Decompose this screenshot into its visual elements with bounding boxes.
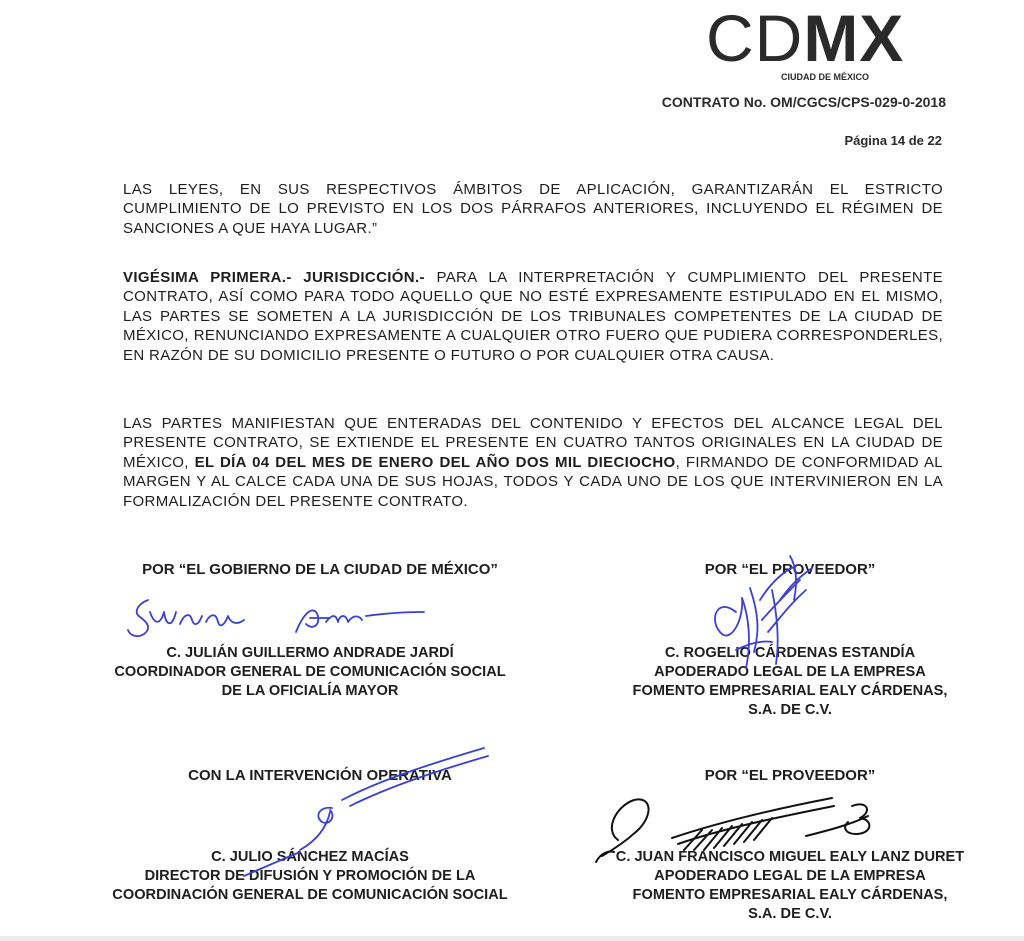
signature-block-operative: [40, 848, 580, 905]
signature-heading-provider-1: POR “EL PROVEEDOR”: [704, 561, 876, 578]
cdmx-logo: [706, 2, 942, 74]
signature-heading-provider-2: POR “EL PROVEEDOR”: [704, 767, 876, 784]
signing-text-b: , FIRMANDO DE CONFORMIDAD AL MARGEN Y AL CALCE CADA UNA DE SUS HOJAS, TODOS Y CADA UNO DE LOS QUE INTERVINIERON EN LA FORMALIZACIÓN DEL PRESENTE CONTRATO.: [123, 453, 943, 510]
logo-subtitle: CIUDAD DE MÉXICO: [780, 72, 869, 82]
signature-government-drawing: [128, 600, 424, 636]
signer-title: S.A. DE C.V.: [748, 702, 832, 718]
signature-block-government: [40, 644, 580, 701]
signer-title: S.A. DE C.V.: [748, 906, 832, 922]
paragraph-laws: LAS LEYES, EN SUS RESPECTIVOS ÁMBITOS DE APLICACIÓN, GARANTIZARÁN EL ESTRICTO CUMPLIMIENTO DE LO PREVISTO EN LOS DOS PÁRRAFOS ANTERIORES, INCLUYENDO EL RÉGIMEN DE SANCIONES A QUE HAYA LUGAR.”: [123, 181, 943, 237]
clause-heading: VIGÉSIMA PRIMERA.- JURISDICCIÓN.-: [123, 269, 425, 286]
signer-title: DE LA OFICIALÍA MAYOR: [221, 683, 399, 699]
signer-name: C. JUAN FRANCISCO MIGUEL EALY LANZ DURET: [615, 849, 965, 865]
signer-title: APODERADO LEGAL DE LA EMPRESA: [654, 868, 926, 884]
signer-title: COORDINADOR GENERAL DE COMUNICACIÓN SOCIAL: [114, 664, 506, 680]
clause-text: PARA LA INTERPRETACIÓN Y CUMPLIMIENTO DEL PRESENTE CONTRATO, ASÍ COMO PARA TODO AQUELLO QUE NO ESTÉ EXPRESAMENTE ESTIPULADO EN EL MISMO, LAS PARTES SE SOMETEN A LA JURISDICCIÓN DE LOS TRIBUNALES COMPETENTES DE LA CIUDAD DE MÉXICO, RENUNCIANDO EXPRESAMENTE A CUALQUIER OTRO FUERO QUE PUDIERA CORRESPONDERLES, EN RAZÓN DE SU DOMICILIO PRESENTE O FUTURO O POR CUALQUIER OTRA CAUSA.: [123, 269, 943, 364]
signer-title: FOMENTO EMPRESARIAL EALY CÁRDENAS,: [632, 887, 948, 903]
paragraph-jurisdiction: [123, 268, 943, 365]
signature-heading-operative: CON LA INTERVENCIÓN OPERATIVA: [188, 767, 452, 784]
signer-title: COORDINACIÓN GENERAL DE COMUNICACIÓN SOCIAL: [112, 887, 508, 903]
signing-date: EL DÍA 04 DEL MES DE ENERO DEL AÑO DOS MIL DIECIOCHO: [194, 453, 676, 471]
signer-title: APODERADO LEGAL DE LA EMPRESA: [654, 664, 926, 680]
signature-heading-government: POR “EL GOBIERNO DE LA CIUDAD DE MÉXICO”: [142, 561, 498, 578]
logo-mx: MX: [803, 1, 905, 75]
paragraph-signing: [123, 414, 943, 511]
signer-title: FOMENTO EMPRESARIAL EALY CÁRDENAS,: [632, 683, 948, 699]
signer-title: DIRECTOR DE DIFUSIÓN Y PROMOCIÓN DE LA: [144, 868, 476, 884]
signer-name: C. JULIÁN GUILLERMO ANDRADE JARDÍ: [166, 645, 454, 661]
logo-cd: CD: [706, 1, 804, 75]
signature-block-provider-2: [570, 848, 1010, 924]
page-bottom-edge: [0, 936, 1024, 941]
contract-number: CONTRATO No. OM/CGCS/CPS-029-0-2018: [661, 94, 946, 110]
signer-name: C. ROGELIO CÁRDENAS ESTANDÍA: [664, 645, 916, 661]
signer-name: C. JULIO SÁNCHEZ MACÍAS: [211, 849, 409, 865]
signature-block-provider-1: [590, 644, 990, 720]
page-number: Página 14 de 22: [844, 133, 942, 148]
signing-text-a: LAS PARTES MANIFIESTAN QUE ENTERADAS DEL CONTENIDO Y EFECTOS DEL ALCANCE LEGAL DEL PRESENTE CONTRATO, SE EXTIENDE EL PRESENTE EN CUATRO TANTOS ORIGINALES EN LA CIUDAD DE MÉXICO,: [123, 415, 943, 471]
